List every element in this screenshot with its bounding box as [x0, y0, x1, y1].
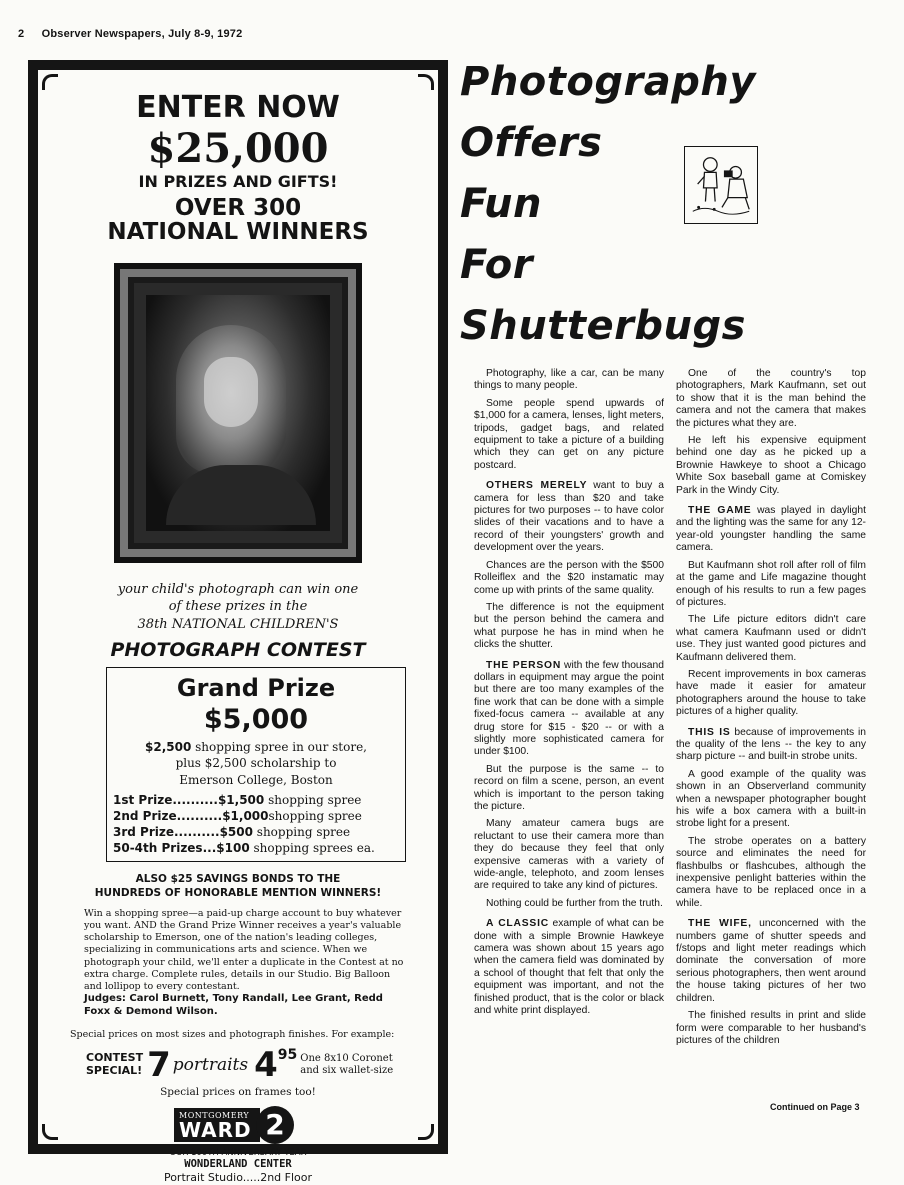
logo-number-badge: 2 [256, 1106, 294, 1144]
paragraph-kicker: THE WIFE, [688, 918, 752, 930]
prize-desc: shopping spree [268, 808, 362, 823]
ad-national-winners: NATIONAL WINNERS [107, 219, 369, 246]
grand-prize-label: Grand Prize [176, 674, 336, 703]
photographer-cartoon [684, 146, 758, 224]
paragraph-kicker: OTHERS MERELY [486, 480, 588, 492]
prize-row [113, 808, 399, 824]
judges-list: Judges: Carol Burnett, Tony Randall, Lee Grant, Redd Foxx & Demond Wilson. [84, 992, 383, 1017]
offer-price [254, 1044, 298, 1085]
anniversary-line: OUR 100TH ANNIVERSARY YEAR [169, 1147, 307, 1158]
prize-row [113, 824, 399, 840]
studio-location: Portrait Studio.....2nd Floor [163, 1171, 313, 1185]
article-paragraph: One of the country's top photographers, Mark Kaufmann, set out to show that it is the man behind the camera and not the camera that makes the pictures what they are. [676, 368, 866, 429]
frames-note: Special prices on frames too! [160, 1085, 316, 1098]
script-line: your child's photograph can win one [117, 581, 359, 597]
article-paragraph [474, 480, 664, 554]
contest-advertisement [28, 60, 448, 1185]
ad-fine-print: Win a shopping spree—a paid-up charge account to buy whatever you want. AND the Grand Prize Winner receives a year's valuable scholarship to Emerson, one of the nation's leading colleges, specializing in communications arts and science. When we photograph your child, we'll enter a duplicate in the Contest at no extra charge. Complete rules, details in our Studio. Big Balloon and lollipop to every contestant. [84, 907, 404, 992]
ornament-corner [42, 1124, 58, 1140]
article-paragraph: The finished results in print and slide form were comparable to her husband's pictures of the children [676, 1010, 866, 1046]
article-paragraph [676, 505, 866, 555]
paragraph-text: was played in daylight and the lighting was the same for any 12-year-old youngster handling the same camera. [676, 505, 866, 554]
ad-prizes-gifts: IN PRIZES AND GIFTS! [138, 171, 338, 191]
article-paragraph: A good example of the quality was shown in an Observerland community when a newspaper photographer bought his wife a box camera with a built-in strobe light for a present. [676, 768, 866, 830]
headline-line: Photography [460, 59, 756, 105]
prize-amount: $500 [219, 825, 253, 840]
prize-amount: $1,000 [222, 808, 269, 823]
headline-line: Fun [460, 181, 542, 227]
paragraph-text: example of what can be done with a simple Brownie Hawkeye camera was shown about 15 years ago when the camera field was dominated by a school of thought that felt that only the equipment was important, and not the finished product, that is the color or black and white print displayed. [474, 918, 665, 1017]
paragraph-kicker: A CLASSIC [486, 918, 549, 930]
portraits-word: portraits [172, 1054, 249, 1075]
headline-line: Offers [460, 120, 603, 166]
contest-special-line: CONTEST [86, 1050, 144, 1064]
portrait-offer [86, 1044, 420, 1085]
montgomery-ward-logo [174, 1106, 420, 1144]
cartoon-illustration [685, 147, 757, 223]
prize-desc: shopping spree [264, 792, 362, 807]
prize-desc: shopping spree [252, 825, 351, 840]
publication-line: Observer Newspapers, July 8-9, 1972 [41, 28, 243, 40]
ornament-corner [418, 74, 434, 90]
prize-label: 3rd Prize.......... [113, 825, 220, 840]
article-paragraph: Recent improvements in box cameras have made it easier for amateur photographers around the house to take pictures of a higher quality. [676, 668, 866, 718]
portrait-dress [166, 465, 316, 525]
prize-desc: shopping sprees ea. [249, 841, 375, 856]
portrait-count: 7 [147, 1044, 171, 1085]
contest-name: PHOTOGRAPH CONTEST [110, 639, 366, 662]
framed-portrait [114, 263, 362, 563]
logo-top-text: MONTGOMERY [179, 1110, 250, 1120]
page-number: 2 [18, 28, 25, 40]
prize-amount: $100 [216, 841, 250, 856]
article-paragraph: He left his expensive equipment behind one day as he picked up a Brownie Hawkeye to shoot a Chicago White Sox baseball game at Comiskey Park in the Windy City. [676, 435, 866, 496]
ornament-corner [42, 74, 58, 90]
price-dollars: 4 [254, 1044, 278, 1085]
page-header [18, 28, 242, 40]
contest-special-label [86, 1052, 143, 1077]
prize-list [113, 792, 399, 857]
portrait-face [204, 357, 258, 427]
ornament-corner [418, 1124, 434, 1140]
prize-label: 1st Prize.......... [113, 792, 218, 807]
paragraph-kicker: THE GAME [688, 505, 752, 517]
offer-line: One 8x10 Coronet [300, 1052, 393, 1064]
store-info [56, 1148, 420, 1185]
offer-description [300, 1053, 393, 1077]
grand-line: shopping spree in our store, [191, 740, 367, 755]
contest-special-line: SPECIAL! [86, 1063, 143, 1077]
article-paragraph: Many amateur camera bugs are reluctant to use their camera more than they do because they feel that only expensive cameras with a variety of wide-angle, telephoto, and zoom lenses are required to take any kind of pictures. [474, 818, 664, 892]
store-location: WONDERLAND CENTER [184, 1158, 292, 1171]
paragraph-text: want to buy a camera for less than $20 and take pictures for two purposes -- to have color slides of their vacations and to have a record of their youngsters' growth and development over the years. [474, 480, 664, 554]
bonds-line: HUNDREDS OF HONORABLE MENTION WINNERS! [94, 886, 382, 899]
article-paragraph: But the purpose is the same -- to record on film a scene, person, an event which is important to the person taking the picture. [474, 763, 664, 812]
prize-label: 50-4th Prizes... [113, 841, 217, 856]
article-paragraph [474, 918, 664, 1017]
article-paragraph [676, 918, 866, 1005]
logo-bottom-text: WARD [179, 1117, 252, 1142]
article-paragraph: But Kaufmann shot roll after roll of film at the game and Life magazine thought enough of his results to run a few pages of pictures. [676, 559, 866, 608]
article-paragraph: The Life picture editors didn't care what camera Kaufmann used or didn't use. They just wanted good pictures and Kaufmann delivered them. [676, 614, 866, 663]
article-column-2 [676, 368, 866, 1052]
article-paragraph: Nothing could be further from the truth. [486, 897, 663, 909]
continued-link[interactable]: Continued on Page 3 [770, 1102, 860, 1112]
bonds-line: ALSO $25 SAVINGS BONDS TO THE [135, 872, 341, 885]
prize-amount: $1,500 [217, 792, 265, 807]
ward-wordmark [174, 1108, 260, 1142]
paragraph-text: because of improvements in the quality of the lens -- the key to any sharp picture -- and built-in strobe units. [676, 726, 866, 763]
headline-line: Shutterbugs [460, 303, 746, 349]
child-portrait-photo [146, 295, 330, 531]
paragraph-text: unconcerned with the numbers game of shutter speeds and f/stops and light meter readings which dominate the conversation of more serious photographers, then went around the house taking pictures of her two children. [676, 918, 866, 1004]
article-paragraph: Chances are the person with the $500 Rolleiflex and the $20 instamatic may come up with prints of the same quality. [474, 559, 664, 596]
grand-prize-details [113, 739, 399, 788]
ad-panel [38, 70, 438, 1185]
article-paragraph [474, 660, 664, 759]
headline-line: For [460, 242, 533, 288]
ad-total-amount: $25,000 [147, 124, 329, 172]
ad-script-text [56, 581, 420, 634]
article-paragraph [676, 727, 866, 764]
savings-bonds-notice [56, 872, 420, 900]
special-prices-note: Special prices on most sizes and photograph finishes. For example: [70, 1028, 395, 1040]
paragraph-kicker: THIS IS [688, 726, 731, 738]
ad-over-300: OVER 300 [174, 195, 302, 222]
prize-label: 2nd Prize.......... [113, 808, 223, 823]
grand-line: plus $2,500 scholarship to [175, 756, 337, 771]
grand-line: Emerson College, Boston [179, 772, 333, 787]
prize-row [113, 792, 399, 808]
paragraph-kicker: THE PERSON [486, 659, 562, 671]
article-paragraph: The difference is not the equipment but the person behind the camera and what purpose he has in mind when he clicks the shutter. [474, 601, 664, 651]
script-line: of these prizes in the [168, 599, 308, 615]
article-paragraph: Photography, like a car, can be many things to many people. [474, 368, 664, 392]
prize-row [113, 840, 399, 856]
ad-enter-now: ENTER NOW [136, 90, 340, 125]
grand-prize-box [106, 667, 406, 861]
paragraph-text: with the few thousand dollars in equipment may argue the point but there are too many examples of the fine work that can be done with a simple fixed-focus camera -- available at any drug store for $15 - $20 -- or with a slightly more sophisticated camera for under $100. [474, 659, 664, 758]
article-paragraph: Some people spend upwards of $1,000 for a camera, lenses, light meters, tripods, gadget bags, and related equipment to take a picture of a building which they can get on any picture postcard. [474, 397, 664, 471]
article-column-1 [474, 368, 664, 1023]
article-paragraph: The strobe operates on a battery source and eliminates the need for flashbulbs or flashcubes, although the inexpensive penlight batteries within the camera have to be replaced once in a while. [676, 835, 866, 909]
grand-spree-amount: $2,500 [145, 740, 192, 755]
grand-prize-amount: $5,000 [203, 704, 309, 736]
price-cents: 95 [277, 1046, 298, 1063]
script-line: 38th NATIONAL CHILDREN'S [137, 616, 339, 632]
offer-line: and six wallet-size [300, 1064, 394, 1076]
